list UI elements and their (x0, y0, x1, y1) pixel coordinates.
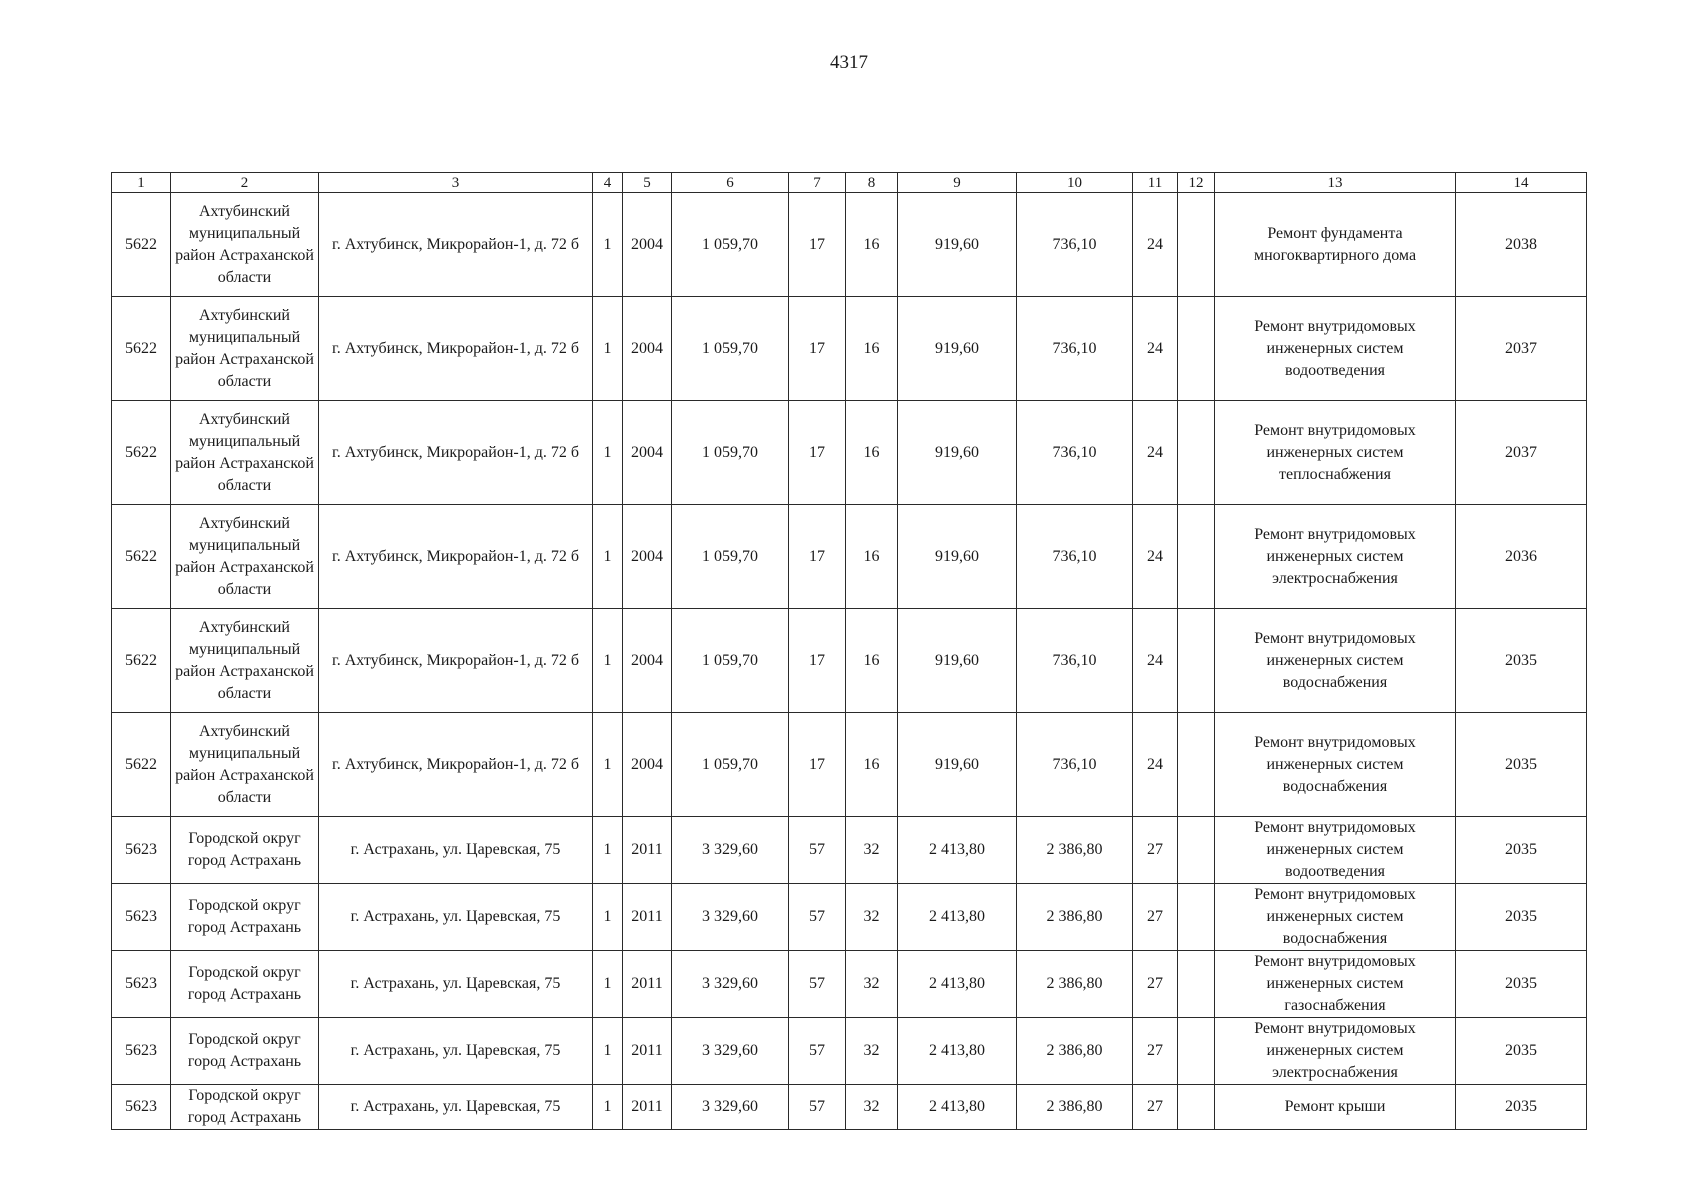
col11-cell: 27 (1133, 884, 1178, 951)
district-cell: Городской округ город Астрахань (171, 1085, 319, 1130)
col4-cell: 1 (593, 297, 623, 401)
district-cell: Городской округ город Астрахань (171, 884, 319, 951)
column-header: 7 (789, 173, 846, 193)
col10-cell: 736,10 (1017, 505, 1133, 609)
col7-cell: 17 (789, 401, 846, 505)
address-cell: г. Астрахань, ул. Царевская, 75 (319, 1085, 593, 1130)
work-type-cell: Ремонт фундамента многоквартирного дома (1215, 193, 1456, 297)
table-row (112, 193, 1587, 297)
col11-cell: 27 (1133, 1018, 1178, 1085)
table-row (112, 297, 1587, 401)
table-row (112, 609, 1587, 713)
col11-cell: 24 (1133, 401, 1178, 505)
planned-year-cell: 2035 (1456, 1018, 1587, 1085)
register-table (111, 172, 1587, 1130)
col12-cell (1178, 1018, 1215, 1085)
col4-cell: 1 (593, 1085, 623, 1130)
column-header: 1 (112, 173, 171, 193)
table-body (112, 193, 1587, 1130)
address-cell: г. Ахтубинск, Микрорайон-1, д. 72 б (319, 193, 593, 297)
col8-cell: 32 (846, 1018, 898, 1085)
year-built-cell: 2004 (623, 193, 672, 297)
year-built-cell: 2011 (623, 951, 672, 1018)
column-header: 8 (846, 173, 898, 193)
total-area-cell: 3 329,60 (672, 1018, 789, 1085)
col4-cell: 1 (593, 951, 623, 1018)
col4-cell: 1 (593, 609, 623, 713)
address-cell: г. Ахтубинск, Микрорайон-1, д. 72 б (319, 609, 593, 713)
district-cell: Ахтубинский муниципальный район Астраханской области (171, 609, 319, 713)
col9-cell: 919,60 (898, 505, 1017, 609)
year-built-cell: 2011 (623, 817, 672, 884)
col7-cell: 17 (789, 505, 846, 609)
column-header: 5 (623, 173, 672, 193)
address-cell: г. Астрахань, ул. Царевская, 75 (319, 817, 593, 884)
work-type-cell: Ремонт внутридомовых инженерных систем водоотведения (1215, 297, 1456, 401)
building-id-cell: 5623 (112, 951, 171, 1018)
year-built-cell: 2004 (623, 297, 672, 401)
address-cell: г. Ахтубинск, Микрорайон-1, д. 72 б (319, 297, 593, 401)
planned-year-cell: 2035 (1456, 884, 1587, 951)
column-header: 2 (171, 173, 319, 193)
year-built-cell: 2011 (623, 1085, 672, 1130)
col7-cell: 57 (789, 884, 846, 951)
table-row (112, 401, 1587, 505)
building-id-cell: 5623 (112, 1018, 171, 1085)
year-built-cell: 2011 (623, 1018, 672, 1085)
col9-cell: 919,60 (898, 193, 1017, 297)
col11-cell: 24 (1133, 297, 1178, 401)
col8-cell: 16 (846, 401, 898, 505)
col10-cell: 736,10 (1017, 297, 1133, 401)
address-cell: г. Ахтубинск, Микрорайон-1, д. 72 б (319, 505, 593, 609)
col4-cell: 1 (593, 884, 623, 951)
district-cell: Городской округ город Астрахань (171, 1018, 319, 1085)
col9-cell: 2 413,80 (898, 951, 1017, 1018)
col8-cell: 32 (846, 1085, 898, 1130)
total-area-cell: 3 329,60 (672, 884, 789, 951)
total-area-cell: 1 059,70 (672, 401, 789, 505)
column-header: 4 (593, 173, 623, 193)
col7-cell: 57 (789, 817, 846, 884)
col4-cell: 1 (593, 401, 623, 505)
col11-cell: 24 (1133, 713, 1178, 817)
col10-cell: 2 386,80 (1017, 1018, 1133, 1085)
col12-cell (1178, 1085, 1215, 1130)
planned-year-cell: 2035 (1456, 713, 1587, 817)
planned-year-cell: 2038 (1456, 193, 1587, 297)
planned-year-cell: 2037 (1456, 297, 1587, 401)
col12-cell (1178, 609, 1215, 713)
year-built-cell: 2011 (623, 884, 672, 951)
total-area-cell: 1 059,70 (672, 505, 789, 609)
district-cell: Ахтубинский муниципальный район Астраханской области (171, 193, 319, 297)
col4-cell: 1 (593, 193, 623, 297)
col11-cell: 27 (1133, 951, 1178, 1018)
building-id-cell: 5622 (112, 401, 171, 505)
column-header: 12 (1178, 173, 1215, 193)
address-cell: г. Ахтубинск, Микрорайон-1, д. 72 б (319, 713, 593, 817)
col10-cell: 736,10 (1017, 609, 1133, 713)
table-row (112, 713, 1587, 817)
total-area-cell: 1 059,70 (672, 297, 789, 401)
col7-cell: 57 (789, 1018, 846, 1085)
district-cell: Ахтубинский муниципальный район Астраханской области (171, 297, 319, 401)
total-area-cell: 1 059,70 (672, 609, 789, 713)
work-type-cell: Ремонт внутридомовых инженерных систем электроснабжения (1215, 1018, 1456, 1085)
work-type-cell: Ремонт внутридомовых инженерных систем водоснабжения (1215, 609, 1456, 713)
table-header (112, 173, 1587, 193)
col10-cell: 736,10 (1017, 401, 1133, 505)
col9-cell: 2 413,80 (898, 1018, 1017, 1085)
column-header: 14 (1456, 173, 1587, 193)
col12-cell (1178, 193, 1215, 297)
work-type-cell: Ремонт внутридомовых инженерных систем электроснабжения (1215, 505, 1456, 609)
col4-cell: 1 (593, 505, 623, 609)
district-cell: Ахтубинский муниципальный район Астраханской области (171, 713, 319, 817)
col8-cell: 32 (846, 951, 898, 1018)
col8-cell: 16 (846, 297, 898, 401)
col11-cell: 24 (1133, 505, 1178, 609)
district-cell: Ахтубинский муниципальный район Астраханской области (171, 505, 319, 609)
col4-cell: 1 (593, 1018, 623, 1085)
planned-year-cell: 2037 (1456, 401, 1587, 505)
building-id-cell: 5623 (112, 1085, 171, 1130)
table-row (112, 505, 1587, 609)
col7-cell: 57 (789, 1085, 846, 1130)
work-type-cell: Ремонт внутридомовых инженерных систем газоснабжения (1215, 951, 1456, 1018)
work-type-cell: Ремонт крыши (1215, 1085, 1456, 1130)
col10-cell: 2 386,80 (1017, 1085, 1133, 1130)
column-header: 6 (672, 173, 789, 193)
col7-cell: 17 (789, 297, 846, 401)
column-header: 13 (1215, 173, 1456, 193)
planned-year-cell: 2035 (1456, 609, 1587, 713)
planned-year-cell: 2035 (1456, 817, 1587, 884)
col8-cell: 16 (846, 609, 898, 713)
year-built-cell: 2004 (623, 713, 672, 817)
total-area-cell: 3 329,60 (672, 951, 789, 1018)
table-row (112, 817, 1587, 884)
year-built-cell: 2004 (623, 401, 672, 505)
col12-cell (1178, 713, 1215, 817)
work-type-cell: Ремонт внутридомовых инженерных систем теплоснабжения (1215, 401, 1456, 505)
total-area-cell: 3 329,60 (672, 1085, 789, 1130)
col8-cell: 32 (846, 884, 898, 951)
col7-cell: 17 (789, 713, 846, 817)
table-row (112, 1018, 1587, 1085)
col7-cell: 57 (789, 951, 846, 1018)
col9-cell: 919,60 (898, 609, 1017, 713)
col12-cell (1178, 401, 1215, 505)
building-id-cell: 5623 (112, 884, 171, 951)
header-row (112, 173, 1587, 193)
col7-cell: 17 (789, 193, 846, 297)
table-row (112, 884, 1587, 951)
building-id-cell: 5622 (112, 505, 171, 609)
building-id-cell: 5622 (112, 713, 171, 817)
col12-cell (1178, 297, 1215, 401)
column-header: 10 (1017, 173, 1133, 193)
col12-cell (1178, 505, 1215, 609)
col9-cell: 2 413,80 (898, 817, 1017, 884)
col9-cell: 919,60 (898, 713, 1017, 817)
col11-cell: 27 (1133, 1085, 1178, 1130)
col11-cell: 24 (1133, 609, 1178, 713)
address-cell: г. Астрахань, ул. Царевская, 75 (319, 1018, 593, 1085)
col10-cell: 736,10 (1017, 193, 1133, 297)
address-cell: г. Астрахань, ул. Царевская, 75 (319, 951, 593, 1018)
col4-cell: 1 (593, 713, 623, 817)
col11-cell: 24 (1133, 193, 1178, 297)
col9-cell: 919,60 (898, 401, 1017, 505)
work-type-cell: Ремонт внутридомовых инженерных систем водоснабжения (1215, 884, 1456, 951)
planned-year-cell: 2035 (1456, 1085, 1587, 1130)
planned-year-cell: 2036 (1456, 505, 1587, 609)
year-built-cell: 2004 (623, 505, 672, 609)
page-number: 4317 (830, 52, 868, 73)
column-header: 3 (319, 173, 593, 193)
col9-cell: 919,60 (898, 297, 1017, 401)
year-built-cell: 2004 (623, 609, 672, 713)
col9-cell: 2 413,80 (898, 884, 1017, 951)
total-area-cell: 1 059,70 (672, 193, 789, 297)
address-cell: г. Астрахань, ул. Царевская, 75 (319, 884, 593, 951)
col8-cell: 16 (846, 193, 898, 297)
table-row (112, 1085, 1587, 1130)
building-id-cell: 5622 (112, 609, 171, 713)
total-area-cell: 3 329,60 (672, 817, 789, 884)
col8-cell: 32 (846, 817, 898, 884)
col10-cell: 2 386,80 (1017, 884, 1133, 951)
total-area-cell: 1 059,70 (672, 713, 789, 817)
building-id-cell: 5622 (112, 297, 171, 401)
building-id-cell: 5623 (112, 817, 171, 884)
col7-cell: 17 (789, 609, 846, 713)
building-id-cell: 5622 (112, 193, 171, 297)
col9-cell: 2 413,80 (898, 1085, 1017, 1130)
col12-cell (1178, 884, 1215, 951)
col12-cell (1178, 817, 1215, 884)
col10-cell: 2 386,80 (1017, 951, 1133, 1018)
col12-cell (1178, 951, 1215, 1018)
column-header: 11 (1133, 173, 1178, 193)
planned-year-cell: 2035 (1456, 951, 1587, 1018)
district-cell: Городской округ город Астрахань (171, 951, 319, 1018)
col4-cell: 1 (593, 817, 623, 884)
col11-cell: 27 (1133, 817, 1178, 884)
address-cell: г. Ахтубинск, Микрорайон-1, д. 72 б (319, 401, 593, 505)
column-header: 9 (898, 173, 1017, 193)
col8-cell: 16 (846, 505, 898, 609)
col10-cell: 2 386,80 (1017, 817, 1133, 884)
work-type-cell: Ремонт внутридомовых инженерных систем водоотведения (1215, 817, 1456, 884)
work-type-cell: Ремонт внутридомовых инженерных систем водоснабжения (1215, 713, 1456, 817)
table-row (112, 951, 1587, 1018)
district-cell: Ахтубинский муниципальный район Астраханской области (171, 401, 319, 505)
col10-cell: 736,10 (1017, 713, 1133, 817)
district-cell: Городской округ город Астрахань (171, 817, 319, 884)
col8-cell: 16 (846, 713, 898, 817)
